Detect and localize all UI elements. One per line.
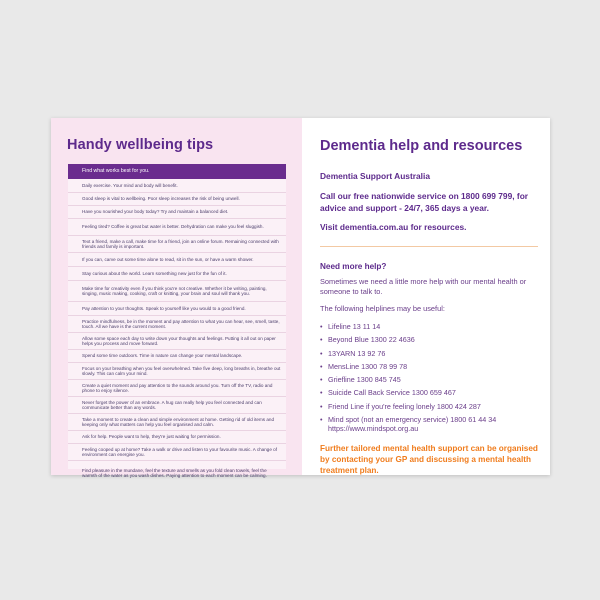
tip-item: Stay curious about the world. Learn something new just for the fun of it. bbox=[68, 267, 286, 281]
helpline-item bbox=[320, 402, 538, 411]
tip-item: Feeling tired? Coffee is great but water is better. Dehydration can make you feel sluggish. bbox=[68, 219, 286, 236]
helpline-item bbox=[320, 375, 538, 384]
need-help-heading: Need more help? bbox=[320, 262, 387, 271]
right-page-title: Dementia help and resources bbox=[320, 138, 523, 154]
tip-item: Focus on your breathing when you feel overwhelmed. Take five deep, long breaths in, breathe out slowly. This can calm your mind. bbox=[68, 363, 286, 380]
bullet-icon: • bbox=[320, 388, 323, 398]
helpline-item bbox=[320, 388, 538, 397]
helpline-item bbox=[320, 415, 538, 434]
further-support-text: Further tailored mental health support can be organised by contacting your GP and discussing a mental health treatment plan. bbox=[320, 443, 538, 475]
booklet-spread bbox=[51, 118, 550, 478]
tip-item: Spend some time outdoors. Time in nature can change your mental landscape. bbox=[68, 350, 286, 363]
tip-item: Allow some space each day to write down your thoughts and feelings. Putting it all out on paper helps you process and move forward. bbox=[68, 333, 286, 350]
section-divider bbox=[320, 246, 538, 247]
tip-item: Good sleep is vital to wellbeing. Poor sleep increases the risk of being unwell. bbox=[68, 193, 286, 206]
call-service-text: Call our free nationwide service on 1800 699 799, for advice and support - 24/7, 365 days a year. bbox=[320, 191, 529, 213]
tip-item: Never forget the power of an embrace. A hug can really help you feel connected and can communicate better than any words. bbox=[68, 397, 286, 414]
wellbeing-tips-panel bbox=[68, 164, 286, 478]
tip-item: If you can, carve out some time alone to read, sit in the sun, or have a warm shower. bbox=[68, 253, 286, 267]
bullet-icon: • bbox=[320, 401, 323, 411]
helpline-item bbox=[320, 349, 538, 358]
tip-item: Take a moment to create a clean and simple environment at home. Getting rid of old items and keeping only what matters can help you feel organised and calm. bbox=[68, 414, 286, 431]
helpline-text: MensLine 1300 78 99 78 bbox=[328, 361, 408, 371]
bullet-icon: • bbox=[320, 335, 323, 345]
tip-item: Find pleasure in the mundane, feel the texture and smells as you fold clean towels, feel the warmth of the water as you wash dishes. Paying attention to each moment can be calming. bbox=[82, 467, 267, 478]
helpline-item bbox=[320, 362, 538, 371]
helpline-text: Lifeline 13 11 14 bbox=[328, 322, 381, 331]
tip-item: Daily exercise. Your mind and body will benefit. bbox=[68, 179, 286, 193]
tip-item: Create a quiet moment and pay attention to the sounds around you. Turn off the TV, radio and phone to enjoy silence. bbox=[68, 380, 286, 397]
left-page bbox=[51, 118, 302, 478]
tips-header: Find what works best for you. bbox=[68, 164, 286, 179]
helpline-text: Griefline 1300 845 745 bbox=[328, 375, 401, 385]
visit-website-text: Visit dementia.com.au for resources. bbox=[320, 222, 467, 232]
helplines-intro: The following helplines may be useful: bbox=[320, 304, 445, 313]
intro-paragraph: Sometimes we need a little more help with our mental health or someone to talk to. bbox=[320, 277, 527, 296]
tip-item: Ask for help. People want to help, they're just waiting for permission. bbox=[68, 431, 286, 444]
tip-item: Feeling cooped up at home? Take a walk or drive and listen to your favourite music. A change of environment can energise you. bbox=[68, 444, 286, 461]
tip-item: Practice mindfulness, be in the moment and pay attention to what you can hear, see, smell, taste, touch. All we have is the current moment. bbox=[68, 316, 286, 333]
helpline-text: 13YARN 13 92 76 bbox=[328, 348, 386, 358]
helpline-text: Beyond Blue 1300 22 4636 bbox=[328, 335, 415, 345]
helpline-text: Suicide Call Back Service 1300 659 467 bbox=[328, 388, 456, 398]
helpline-text: Mind spot (not an emergency service) 1800 61 44 34 https://www.mindspot.org.au bbox=[328, 415, 497, 434]
left-page-title: Handy wellbeing tips bbox=[67, 137, 214, 153]
bullet-icon: • bbox=[320, 415, 323, 425]
helpline-item bbox=[320, 322, 538, 331]
right-page bbox=[302, 118, 550, 475]
org-name: Dementia Support Australia bbox=[320, 171, 430, 181]
tip-item: Pay attention to your thoughts. Speak to yourself like you would to a good friend. bbox=[68, 302, 286, 316]
helpline-text: Friend Line if you're feeling lonely 1800 424 287 bbox=[328, 401, 481, 411]
helpline-item bbox=[320, 335, 538, 344]
tip-item: Make time for creativity even if you think you're not creative. Whether it be writing, painting, singing, music making, cooking, craft or knitting, your brain and soul will thank you. bbox=[68, 281, 286, 302]
bullet-icon: • bbox=[320, 348, 323, 358]
tip-item: Text a friend, make a call, make time for a friend, join an online forum. Remaining connected with friends and family is important. bbox=[68, 236, 286, 253]
tips-list bbox=[68, 179, 286, 485]
bullet-icon: • bbox=[320, 361, 323, 371]
bullet-icon: • bbox=[320, 375, 323, 385]
bullet-icon: • bbox=[320, 322, 323, 331]
tip-item: Have you nourished your body today? Try and maintain a balanced diet. bbox=[68, 206, 286, 219]
helplines-list bbox=[320, 322, 538, 434]
